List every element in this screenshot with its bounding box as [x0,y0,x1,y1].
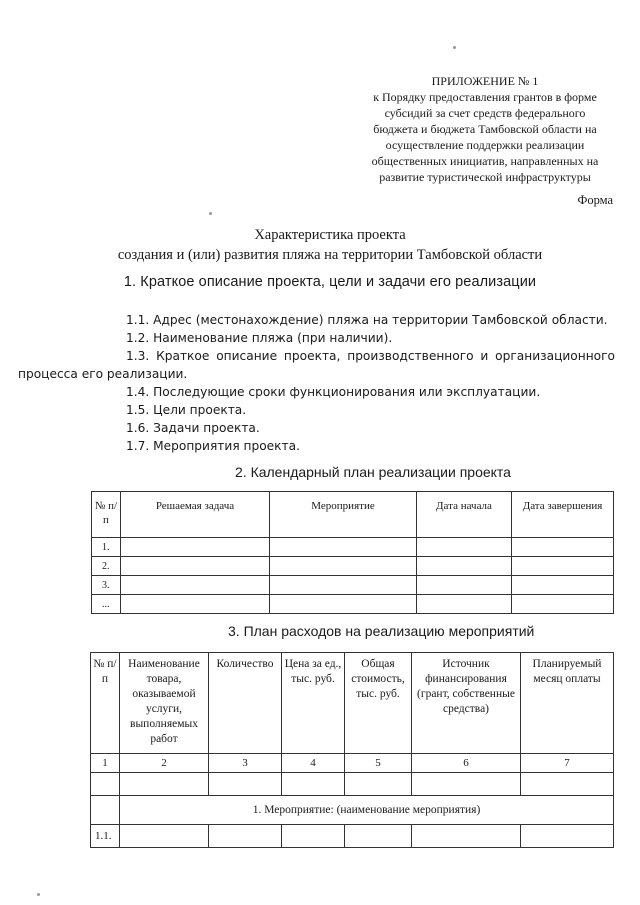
list-item: 1.2. Наименование пляжа (при наличии). [126,331,393,345]
cell[interactable] [121,595,270,614]
col-quantity: Количество [209,653,282,754]
scan-speck [209,212,212,215]
list-item: 1.7. Мероприятия проекта. [126,439,300,453]
form-label: Форма [577,193,613,207]
numbering-row [91,754,614,773]
cell[interactable] [417,557,512,576]
cell[interactable] [270,595,417,614]
cell[interactable] [120,773,209,796]
cell [91,796,120,825]
row-number: 1. [92,538,121,557]
col-index: 6 [412,754,521,773]
cell[interactable] [91,773,120,796]
col-funding-source: Источник финансирования (грант, собственные средства) [412,653,521,754]
document-title [70,225,590,265]
col-index: 5 [345,754,412,773]
title-line-2: создания и (или) развития пляжа на территории Тамбовской области [117,247,543,263]
appendix-line: развитие туристической инфраструктуры [379,170,591,184]
table-row [92,538,614,557]
table-row [92,576,614,595]
col-index: 2 [120,754,209,773]
cell[interactable] [209,825,282,848]
event-title: 1. Мероприятие: (наименование мероприятия) [120,796,614,825]
appendix-title: ПРИЛОЖЕНИЕ № 1 [431,74,539,88]
col-task: Решаемая задача [121,492,270,538]
cell[interactable] [512,538,614,557]
list-item: 1.4. Последующие сроки функционирования или эксплуатации. [126,385,541,399]
col-index: 3 [209,754,282,773]
cell[interactable] [282,825,345,848]
appendix-line: осуществление поддержки реализации [385,138,585,152]
table-row [91,825,614,848]
cell[interactable] [512,557,614,576]
col-end-date: Дата завершения [512,492,614,538]
cell[interactable] [417,595,512,614]
section1-items [18,311,615,455]
col-payment-month: Планируемый месяц оплаты [521,653,614,754]
cell[interactable] [270,538,417,557]
cell[interactable] [121,557,270,576]
cell[interactable] [412,773,521,796]
list-item: 1.1. Адрес (местонахождение) пляжа на территории Тамбовской области. [126,313,608,327]
col-number: № п/п [92,492,121,538]
cell[interactable] [270,576,417,595]
expense-plan-table [90,652,614,848]
col-event: Мероприятие [270,492,417,538]
appendix-block [345,73,625,185]
cell[interactable] [121,576,270,595]
cell[interactable] [345,825,412,848]
appendix-line: к Порядку предоставления грантов в форме [373,90,597,104]
section1-heading: 1. Краткое описание проекта, цели и задачи его реализации [123,274,537,290]
cell[interactable] [209,773,282,796]
table-row [92,595,614,614]
list-item: 1.6. Задачи проекта. [126,421,260,435]
col-index: 7 [521,754,614,773]
appendix-line: бюджета и бюджета Тамбовской области на [373,122,597,136]
title-line-1: Характеристика проекта [254,227,406,243]
row-number: 3. [92,576,121,595]
col-unit-price: Цена за ед., тыс. руб. [282,653,345,754]
appendix-line: общественных инициатив, направленных на [371,154,599,168]
cell[interactable] [417,576,512,595]
table-row [91,773,614,796]
row-number: 1.1. [91,825,120,848]
cell[interactable] [521,773,614,796]
scan-speck [37,893,40,896]
cell[interactable] [282,773,345,796]
list-item: 1.3. Краткое описание проекта, производственного и организационного [126,349,615,363]
list-item-continuation: процесса его реализации. [18,367,188,381]
section2-heading: 2. Календарный план реализации проекта [235,464,511,480]
list-item: 1.5. Цели проекта. [126,403,247,417]
cell[interactable] [270,557,417,576]
section3-heading: 3. План расходов на реализацию мероприятий [228,623,535,639]
appendix-line: субсидий за счет средств федерального [384,106,586,120]
col-item-name: Наименование товара, оказываемой услуги, выполняемых работ [120,653,209,754]
cell[interactable] [512,595,614,614]
calendar-plan-table [91,491,614,614]
table-header-row [91,653,614,754]
col-total-cost: Общая стоимость, тыс. руб. [345,653,412,754]
table-row [92,557,614,576]
table-header-row [92,492,614,538]
row-number: 2. [92,557,121,576]
scan-speck [453,46,456,49]
col-number: № п/п [91,653,120,754]
cell[interactable] [512,576,614,595]
cell[interactable] [345,773,412,796]
col-start-date: Дата начала [417,492,512,538]
cell[interactable] [412,825,521,848]
col-index: 1 [91,754,120,773]
cell[interactable] [120,825,209,848]
cell[interactable] [121,538,270,557]
cell[interactable] [417,538,512,557]
cell[interactable] [521,825,614,848]
event-row [91,796,614,825]
col-index: 4 [282,754,345,773]
row-number: ... [92,595,121,614]
